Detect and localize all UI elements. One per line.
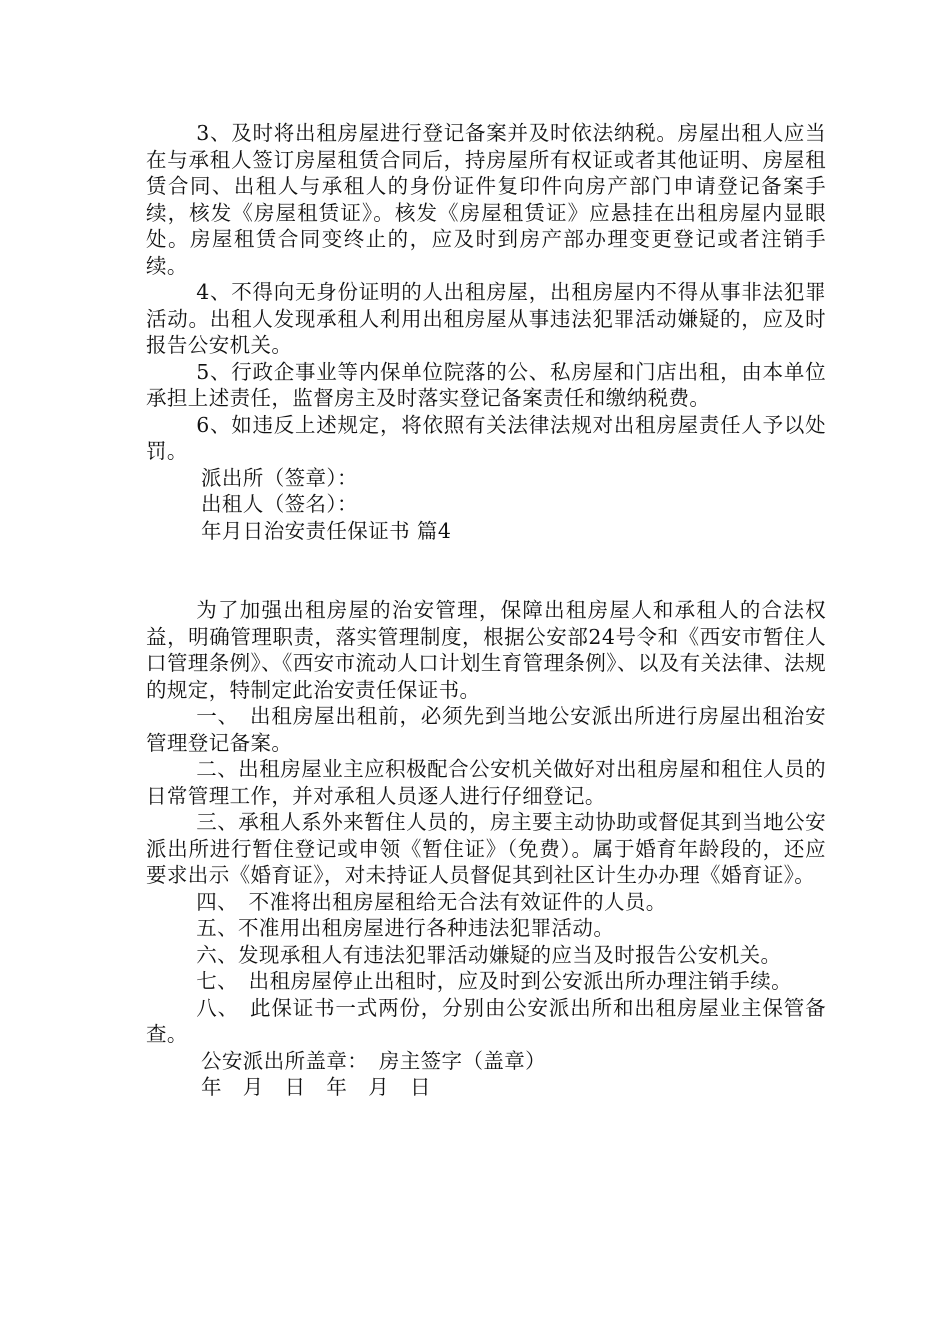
clause-7: 七、 出租房屋停止出租时，应及时到公安派出所办理注销手续。 [196, 969, 793, 993]
clause-8: 八、 此保证书一式两份，分别由公安派出所和出租房屋业主保管备查。 [146, 995, 826, 1046]
paragraph-item-6: 6、如违反上述规定，将依照有关法律法规对出租房屋责任人予以处罚。 [146, 412, 826, 463]
landlord-signature-line: 出租人（签名）： [201, 492, 358, 516]
intro-paragraph: 为了加强出租房屋的治安管理，保障出租房屋人和承租人的合法权益，明确管理职责，落实管理制度，根据公安部24号令和《西安市暂住人口管理条例》、《西安市流动人口计划生育管理条例》、以及有关法律、法规的规定，特制定此治安责任保证书。 [146, 598, 826, 702]
date-line: 年 月 日 年 月 日 [201, 1075, 431, 1099]
clause-3: 三、承租人系外来暂住人员的，房主要主动协助或督促其到当地公安派出所进行暂住登记或申领《暂住证》（免费）。属于婚育年龄段的，还应要求出示《婚育证》，对未持证人员督促其到社区计生办办理《婚育证》。 [146, 810, 826, 887]
section-spacer [146, 544, 826, 597]
clause-2: 二、出租房屋业主应积极配合公安机关做好对出租房屋和租住人员的日常管理工作，并对承租人员逐人进行仔细登记。 [146, 757, 826, 808]
clause-5: 五、不准用出租房屋进行各种违法犯罪活动。 [196, 916, 615, 940]
paragraph-item-4: 4、不得向无身份证明的人出租房屋，出租房屋内不得从事非法犯罪活动。出租人发现承租人利用出租房屋从事违法犯罪活动嫌疑的，应及时报告公安机关。 [146, 280, 826, 357]
paragraph-item-5: 5、行政企事业等内保单位院落的公、私房屋和门店出租，由本单位承担上述责任，监督房主及时落实登记备案责任和缴纳税费。 [146, 359, 826, 410]
clause-6: 六、发现承租人有违法犯罪活动嫌疑的应当及时报告公安机关。 [196, 942, 782, 967]
clause-4: 四、 不准将出租房屋租给无合法有效证件的人员。 [196, 889, 667, 914]
clause-1: 一、 出租房屋出租前，必须先到当地公安派出所进行房屋出租治安管理登记备案。 [146, 704, 826, 755]
document-page [146, 120, 826, 1101]
police-station-signature-line: 派出所（签章）： [201, 465, 358, 490]
next-section-title: 年月日治安责任保证书 篇4 [201, 518, 452, 543]
paragraph-item-3: 3、及时将出租房屋进行登记备案并及时依法纳税。房屋出租人应当在与承租人签订房屋租赁合同后，持房屋所有权证或者其他证明、房屋租赁合同、出租人与承租人的身份证件复印件向房产部门申请登记备案手续，核发《房屋租赁证》。核发《房屋租赁证》应悬挂在出租房屋内显眼处。房屋租赁合同变终止的，应及时到房产部办理变更登记或者注销手续。 [146, 121, 826, 278]
stamp-signature-line: 公安派出所盖章： 房主签字（盖章） [201, 1048, 547, 1073]
